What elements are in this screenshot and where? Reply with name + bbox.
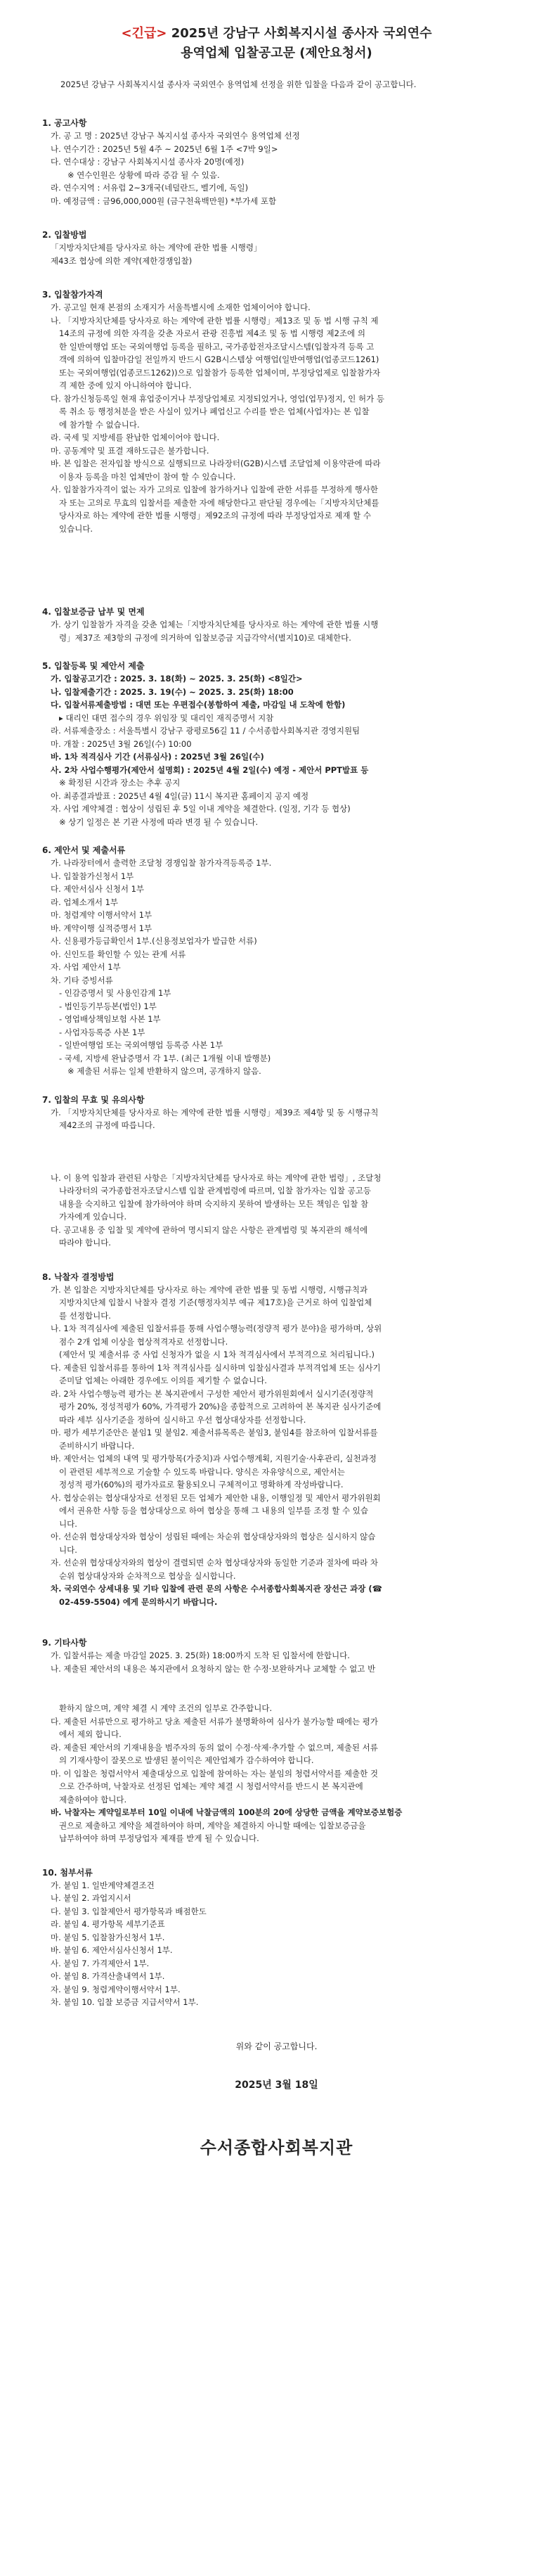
s6-note: ※ 제출된 서류는 일체 반환하지 않으며, 공개하지 않음. [67,1066,261,1076]
section-6 [42,844,495,1078]
attachment-item: 다. 붙임 3. 입찰제안서 평가항목과 배점한도 [51,1906,207,1916]
s3-line: 바. 본 입찰은 전자입찰 방식으로 실행되므로 나라장터(G2B)시스템 조달업체 이용약관에 따라 [51,459,381,468]
attachment-item: 차. 붙임 10. 입찰 보증금 지급서약서 1부. [51,1997,199,2007]
attachment-item: 아. 붙임 8. 가격산출내역서 1부. [51,1971,165,1981]
s3-line: 다. 참가신청등록일 현재 휴업중이거나 부정당업체로 지정되었거나, 영업(업무)정지, 인 허가 등 [51,393,384,404]
s5-note: ※ 확정된 시간과 장소는 추후 공지 [59,778,181,788]
attachment-item: 바. 붙임 6. 제안서심사신청서 1부. [51,1945,173,1955]
s9-line: 환하지 않으며, 계약 체결 시 계약 조건의 일부로 간주합니다. [59,1703,273,1713]
s7-line: 제42조의 규정에 따릅니다. [59,1120,155,1130]
s9-line: 으로 간주하며, 낙찰자로 선정된 업체는 계약 체결 시 청렴서약서를 반드시 본 복지관에 [59,1781,363,1791]
s3-line: 한 일반여행업 또는 국외여행업 등록을 필하고, 국가종합전자조달시스템(입찰자격 등록 고 [59,341,375,352]
s8-line: 를 선정합니다. [59,1310,111,1321]
s6-line: 자. 사업 제안서 1부 [51,962,121,972]
spacer [0,535,553,584]
s8-line: 가. 본 입찰은 지방자치단체를 당사자로 하는 계약에 관한 법률 및 동법 시행령, 시행규칙과 [51,1284,368,1295]
s6-line: 다. 제안서심사 신청서 1부 [51,884,145,894]
attachment-item: 가. 붙임 1. 일반계약체결조건 [51,1880,155,1890]
title-text-1: 2025년 강남구 사회복지시설 종사자 국외연수 [171,26,432,41]
s9-line: 라. 제출된 제안서의 기재내용을 범주자의 동의 없이 수정·삭제·추가할 수 없으며, 제출된 서류 [51,1742,378,1752]
section-9-title: 9. 기타사항 [42,1638,87,1648]
s9-line: 마. 이 입찰은 청렴서약서 제출대상으로 입찰에 참여하는 자는 붙임의 청렴서약서를 제출한 것 [51,1768,379,1779]
s8-line: 바. 제안서는 업체의 내역 및 평가항목(가중치)과 사업수행계획, 지원기술·사후관리, 실천과정 [51,1454,377,1463]
attachment-item: 라. 붙임 4. 평가항목 세부기준표 [51,1919,165,1929]
s8-line: 준미달 업체는 아래한 경우에도 이의를 제기할 수 없습니다. [59,1376,267,1385]
s5-line: 사. 2차 사업수행평가(제안서 설명회) : 2025년 4월 2일(수) 예정 - 제안서 PPT발표 등 [51,764,369,775]
section-2-title: 2. 입찰방법 [42,230,87,240]
s9-line: 권으로 제출하고 계약을 체결하여야 하며, 계약을 체결하지 아니할 때에는 입찰보증금을 [59,1820,366,1831]
s5-line: 가. 입찰공고기간 : 2025. 3. 18(화) ~ 2025. 3. 25(화) <8일간> [51,674,303,684]
s6-sub: - 국세, 지방세 완납증명서 각 1부. (최근 1개월 이내 발행분) [59,1053,271,1063]
s8-line: 평가 20%, 정성적평가 60%, 가격평가 20%)을 종합적으로 고려하여 본 복지관 심사기준에 [59,1402,382,1411]
page-title [0,0,553,63]
intro-text: 2025년 강남구 사회복지시설 종사자 국외연수 용역업체 선정을 위한 입찰을 다음과 같이 공고합니다. [60,79,417,89]
s3-line: 마. 공동계약 및 표결 재하도급은 불가합니다. [51,445,209,456]
s1-line: 라. 연수지역 : 서유럽 2~3개국(네덜란드, 벨기에, 독일) [51,183,249,193]
title-line-2: 용역업체 입찰공고문 (제안요청서) [181,46,372,60]
s8-line: 순위 협상대상자와 순차적으로 협상을 실시합니다. [59,1570,236,1581]
section-8 [42,1271,495,1609]
attachment-item: 자. 붙임 9. 청렴계약이행서약서 1부. [51,1984,181,1994]
s9-line: 나. 제출된 제안서의 내용은 복지관에서 요청하지 않는 한 수정·보완하거나 교체할 수 없고 반 [51,1663,376,1674]
s5-line: 바. 1차 적격심사 기간 (서류심사) : 2025년 3월 26일(수) [51,752,264,762]
s3-line: 라. 국세 및 지방세를 완납한 업체이어야 합니다. [51,432,220,442]
s3-line: 이용자 등록을 마친 업체만이 참여 할 수 있습니다. [59,471,236,482]
s9-line: 제출하여야 합니다. [59,1794,127,1805]
s7-line: 나. 이 용역 입찰과 관련된 사항은「지방자치단체를 당사자로 하는 계약에 관한 법령」, 조달청 [51,1172,382,1183]
s6-line: 가. 나라장터에서 출력한 조달청 경쟁입찰 참가자격등록증 1부. [51,858,272,868]
s8-line: 사. 협상순위는 협상대상자로 선정된 모든 업체가 제안한 내용, 이행일정 및 제안서 평가위원회 [51,1492,381,1503]
s5-line: 자. 사업 계약체결 : 협상이 성립된 후 5일 이내 계약을 체결한다. (일정, 기각 등 협상) [51,804,351,814]
s8-line: 따라 세부 심사기준을 정하여 실시하고 우선 협상대상자를 선정합니다. [59,1414,306,1425]
s8-line: 준비하시기 바랍니다. [59,1440,135,1451]
s8-line: 다. 제출된 입찰서류를 통하여 1차 적격심사를 실시하며 입찰심사결과 부적격업체 또는 심사기 [51,1362,381,1373]
s9-line: 바. 낙찰자는 계약일로부터 10일 이내에 낙찰금액의 100분의 20에 상당한 금액을 계약보증보험증 [51,1807,403,1817]
s3-line: 또는 국외여행업(업종코드1262))으로 입찰참가 등록한 업체이며, 부정당업제로 입찰참가자 [59,367,381,378]
s3-line: 사. 입찰참가자격이 없는 자가 고의로 입찰에 참가하거나 입찰에 관한 서류를 부정하게 행사한 [51,485,379,494]
urgent-tag: <긴급> [121,26,167,41]
section-2 [42,229,495,267]
section-3 [42,288,495,535]
s7-line: 다. 공고내용 중 입찰 및 계약에 관하여 명시되지 않은 사항은 관계법령 및 복지관의 해석에 [51,1224,368,1235]
s7-line: 내용을 숙지하고 입찰에 참가하여야 하며 숙지하지 못하여 발생하는 모든 책임은 입찰 참 [59,1198,369,1209]
s3-line: 14조의 규정에 의한 자격을 갖춘 자로서 관광 진흥법 제4조 및 동 법 시행령 제2조에 의 [59,328,365,338]
s8-line: 니다. [59,1518,77,1529]
section-4-title: 4. 입찰보증금 납부 및 면제 [42,607,145,617]
s6-line: 나. 입찰참가신청서 1부 [51,871,134,881]
s3-line: 록 취소 등 행정처분을 받은 사실이 있거나 폐업신고 수리를 받은 업체(사업자)는 본 입찰 [59,406,370,416]
s6-line: 아. 신인도를 확인할 수 있는 관계 서류 [51,949,186,959]
s6-line: 사. 신용평가등급확인서 1부.(신용정보업자가 발급한 서류) [51,936,257,946]
s4-line: 가. 상기 입찰참가 자격을 갖춘 업체는「지방자치단체를 당사자로 하는 계약에 관한 법률 시행 [51,620,379,629]
section-5-title: 5. 입찰등록 및 제안서 제출 [42,661,145,671]
s3-line: 있습니다. [59,523,93,534]
spacer [42,1675,495,1702]
organization-name: 수서종합사회복지관 [200,2137,353,2158]
s8-line: 나. 1차 적격심사에 제출된 입찰서류를 통해 사업수행능력(정량적 평가 분야)을 평가하며, 상위 [51,1324,382,1333]
s1-line: 다. 연수대상 : 강남구 사회복지시설 종사자 20명(예정) [51,157,245,167]
s3-line: 당사자로 하는 계약에 관한 법률 시행령」제92조의 규정에 따라 부정당업자로 제재 할 수 [59,511,372,520]
section-8-title: 8. 낙찰자 결정방법 [42,1271,115,1282]
s3-line: 나. 「지방자치단체를 당사자로 하는 계약에 관한 법률 시행령」제13조 및 동 법 시행 규칙 제 [51,315,379,326]
s7-line: 따라야 합니다. [59,1238,111,1248]
s6-sub: - 법인등기부등본(법인) 1부 [59,1001,157,1011]
s5-note: ※ 상기 일정은 본 기관 사정에 따라 변경 될 수 있습니다. [59,816,259,827]
title-line-1 [0,24,553,44]
s8-line: 아. 선순위 협상대상자와 협상이 성립된 때에는 차순위 협상대상자와의 협상은 실시하지 않습 [51,1532,376,1542]
notice-date: 2025년 3월 18일 [235,2079,318,2091]
s9-line: 다. 제출된 서류만으로 평가하고 당초 제출된 서류가 불명확하여 심사가 불가능할 때에는 평가 [51,1716,379,1726]
s2-line: 제43조 협상에 의한 계약(제한경쟁입찰) [51,255,193,266]
section-6-title: 6. 제안서 및 제출서류 [42,845,126,855]
s5-line: 마. 개찰 : 2025년 3월 26일(수) 10:00 [51,738,192,749]
s7-line: 나라장터의 국가종합전자조달시스템 입찰 관계법령에 따르며, 입찰 참가자는 입찰 공고등 [59,1186,371,1196]
s8-line: 니다. [59,1544,77,1555]
s1-note: ※ 연수인원은 상황에 따라 증감 될 수 있음. [67,169,220,180]
s8-line: 자. 선순위 협상대상자와의 협상이 결렬되면 순차 협상대상자와 동일한 기준과 절차에 따라 차 [51,1558,379,1568]
s6-line: 마. 청렴계약 이행서약서 1부 [51,910,152,920]
s4-line: 령」제37조 제3항의 규정에 의거하여 입찰보증금 지급각약서(별지10)로 대체한다. [59,632,351,643]
section-9 [42,1636,495,1845]
s3-line: 자 또는 고의로 무효의 입찰서를 제출한 자에 해당한다고 판단될 경우에는「지방자치단체를 [59,497,379,508]
spacer [42,1132,495,1172]
s5-line: 나. 입찰제출기간 : 2025. 3. 19(수) ~ 2025. 3. 25(화) 18:00 [51,686,294,697]
attachment-item: 사. 붙임 7. 가격제안서 1부. [51,1958,150,1968]
s5-line: 다. 입찰서류제출방법 : 대면 또는 우편접수(봉함하여 제출, 마감일 내 도착에 한함) [51,700,346,710]
s8-contact-line: 02-459-5504) 에게 문의하시기 바랍니다. [59,1596,218,1607]
attachment-item: 마. 붙임 5. 입찰참가신청서 1부. [51,1932,165,1942]
s6-line: 라. 업체소개서 1부 [51,897,119,907]
s9-line: 에서 제외 합니다. [59,1729,122,1739]
s6-sub: - 일반여행업 또는 국외여행업 등록증 사본 1부 [59,1040,223,1050]
s7-line: 가자에게 있습니다. [59,1212,127,1222]
s8-line: 마. 평가 세부기준안은 붙임1 및 붙임2. 제출서류목록은 붙임3, 붙임4를 참조하여 입찰서류를 [51,1428,378,1437]
section-1-title: 1. 공고사항 [42,118,87,128]
s8-contact-line: 차. 국외연수 상세내용 및 기타 입찰에 관련 문의 사항은 수서종합사회복지관 장선근 과장 (☎ [51,1584,382,1594]
s8-line: 점수 2개 업체 이상을 협상적격자로 선정합니다. [59,1336,228,1347]
s8-line: 지방자치단체 입찰시 낙찰자 결정 기준(행정자치부 예규 제17호)을 근거로 하여 입찰업체 [59,1297,372,1307]
s6-line: 차. 기타 증빙서류 [51,975,113,985]
section-7 [42,1094,495,1250]
closing-text: 위와 같이 공고합니다. [235,2041,318,2051]
section-7-title: 7. 입찰의 무효 및 유의사항 [42,1094,145,1105]
s8-line: 이 관련된 세부적으로 기술할 수 있도록 바랍니다. 양식은 자유양식으로, 제안서는 [59,1466,345,1477]
s9-line: 납부하여야 하며 부정당업자 제재를 받게 될 수 있습니다. [59,1833,259,1843]
s9-line: 의 기재사항이 잘못으로 발생된 불이익은 제안업체가 감수하여야 합니다. [59,1755,314,1765]
section-4 [42,605,495,644]
s1-line: 가. 공 고 명 : 2025년 강남구 복지시설 종사자 국외연수 용역업체 선정 [51,131,300,141]
s7-line: 가. 「지방자치단체를 당사자로 하는 계약에 관한 법률 시행령」제39조 제4항 및 동 시행규칙 [51,1107,379,1117]
s8-line: (제안서 및 제출서류 중 사업 신청자가 없을 시 1차 적격심사에서 부적격으로 처리됩니다.) [59,1350,375,1359]
s8-line: 정성적 평가(60%)의 평가자료로 활용되오니 구체적이고 명확하게 작성바랍니다. [59,1480,344,1489]
s1-line: 나. 연수기간 : 2025년 5월 4주 ~ 2025년 6월 1주 <7박 9일> [51,143,278,154]
s6-sub: - 영업배상책임보험 사본 1부 [59,1014,161,1024]
s6-line: 바. 계약이행 실적증명서 1부 [51,923,152,933]
attachment-item: 나. 붙임 2. 과업지시서 [51,1893,131,1903]
s5-line: 라. 서류제출장소 : 서울특별시 강남구 광평로56길 11 / 수서종합사회복지관 경영지원팀 [51,726,360,736]
s6-sub: - 사업자등록증 사본 1부 [59,1027,145,1037]
section-10-title: 10. 첨부서류 [42,1867,93,1878]
s8-line: 라. 2차 사업수행능력 평가는 본 복지관에서 구성한 제안서 평가위원회에서 실시기준(정량적 [51,1388,374,1399]
section-5 [42,660,495,828]
s3-line: 객에 의하여 입찰마감일 전일까지 반드시 G2B시스템상 여행업(일반여행업(업종코드1261) [59,354,379,364]
s3-line: 에 참가할 수 없습니다. [59,419,140,430]
s5-line: 아. 최종결과발표 : 2025년 4월 4일(금) 11시 복지관 홈페이지 공지 예정 [51,790,309,801]
section-1 [42,117,495,207]
section-3-title: 3. 입찰참가자격 [42,290,103,300]
section-10 [42,1866,495,2009]
s2-line: 「지방자치단체를 당사자로 하는 계약에 관한 법률 시행령」 [51,243,262,252]
s6-sub: - 인감증명서 및 사용인감계 1부 [59,988,171,998]
s9-line: 가. 입찰서류는 제출 마감일 2025. 3. 25(화) 18:00까지 도착 된 입찰서에 한합니다. [51,1651,350,1660]
s5-note: ▸ 대리인 대면 접수의 경우 위임장 및 대리인 재직증명서 지참 [59,712,274,723]
s3-line: 격 제한 중에 있지 아니하여야 합니다. [59,380,192,390]
s8-line: 에서 권유한 사항 등을 협상대상으로 하여 협상을 통해 그 내용의 일부를 조정 할 수 있습 [59,1506,368,1516]
s3-line: 가. 공고일 현재 본점의 소재지가 서울특별시에 소재한 업체이어야 합니다. [51,302,311,312]
s1-line: 마. 예정금액 : 금96,000,000원 (금구천육백만원) *부가세 포함 [51,196,277,206]
